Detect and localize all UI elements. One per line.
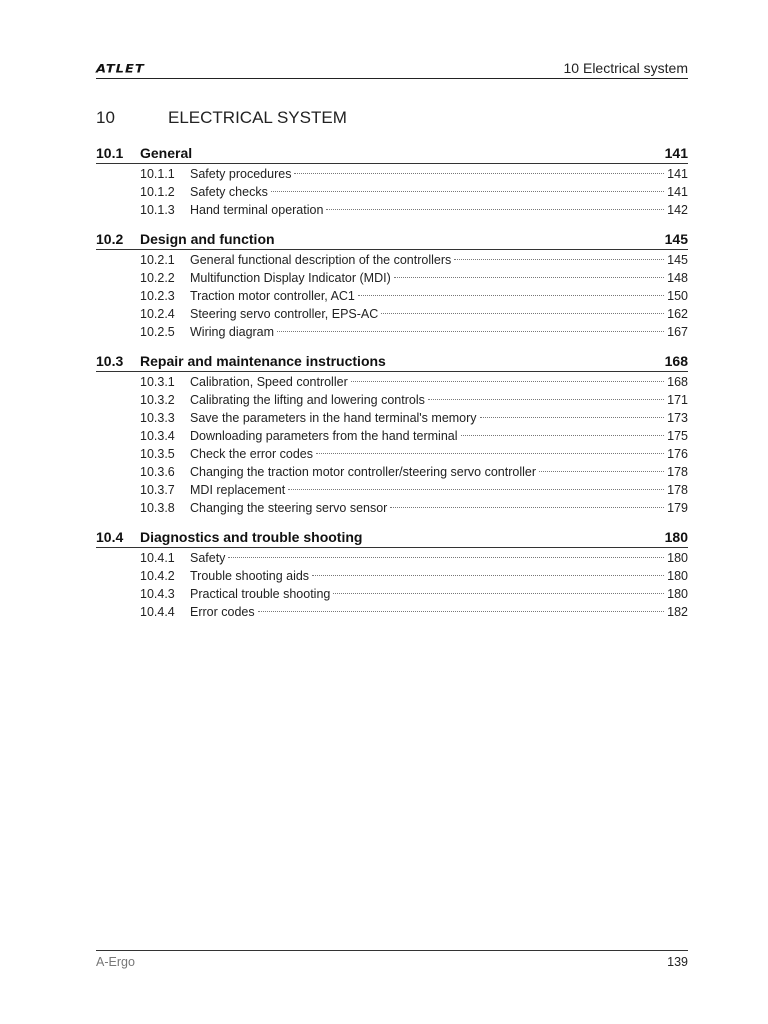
toc-entry[interactable] — [96, 427, 688, 445]
entry-number: 10.4.4 — [140, 605, 175, 619]
toc-entry[interactable] — [96, 305, 688, 323]
entry-number: 10.4.3 — [140, 587, 175, 601]
toc-section — [96, 352, 688, 517]
dot-leader — [258, 611, 665, 612]
entry-page: 145 — [667, 253, 688, 267]
section-number: 10.1 — [96, 145, 124, 161]
entry-page: 162 — [667, 307, 688, 321]
entry-number: 10.2.5 — [140, 325, 175, 339]
toc-entry[interactable] — [96, 567, 688, 585]
toc-entry[interactable] — [96, 603, 688, 621]
entry-page: 180 — [667, 587, 688, 601]
section-page: 180 — [664, 529, 688, 545]
running-title: 10 Electrical system — [563, 60, 688, 76]
entry-number: 10.4.1 — [140, 551, 175, 565]
dot-leader — [316, 453, 664, 454]
toc-entry[interactable] — [96, 201, 688, 219]
page-footer — [96, 950, 688, 971]
section-page: 168 — [664, 353, 688, 369]
section-number: 10.2 — [96, 231, 124, 247]
entry-number: 10.2.1 — [140, 253, 175, 267]
toc-section — [96, 528, 688, 621]
chapter-number: 10 — [96, 108, 115, 127]
entry-page: 178 — [667, 465, 688, 479]
toc-entry[interactable] — [96, 391, 688, 409]
entry-page: 180 — [667, 569, 688, 583]
entry-title: Wiring diagram — [190, 325, 275, 339]
entry-page: 150 — [667, 289, 688, 303]
entry-number: 10.4.2 — [140, 569, 175, 583]
section-title: General — [140, 145, 193, 161]
chapter-title: ELECTRICAL SYSTEM — [168, 108, 347, 127]
dot-leader — [381, 313, 664, 314]
toc-entry[interactable] — [96, 499, 688, 517]
entry-number: 10.3.1 — [140, 375, 175, 389]
section-title: Repair and maintenance instructions — [140, 353, 386, 369]
entry-title: Downloading parameters from the hand terminal — [190, 429, 458, 443]
entry-number: 10.3.2 — [140, 393, 175, 407]
atlet-logo: ATLET — [96, 63, 145, 76]
dot-leader — [454, 259, 664, 260]
entry-title: MDI replacement — [190, 483, 286, 497]
table-of-contents — [96, 144, 688, 632]
toc-section — [96, 230, 688, 341]
toc-section-heading[interactable] — [96, 230, 688, 250]
entry-number: 10.3.6 — [140, 465, 175, 479]
toc-entry[interactable] — [96, 165, 688, 183]
toc-entry[interactable] — [96, 463, 688, 481]
entry-page: 176 — [667, 447, 688, 461]
dot-leader — [288, 489, 664, 490]
entry-number: 10.1.1 — [140, 167, 175, 181]
section-page: 145 — [664, 231, 688, 247]
toc-entry[interactable] — [96, 269, 688, 287]
footer-product-name: A-Ergo — [96, 955, 135, 969]
entry-title: Steering servo controller, EPS-AC — [190, 307, 379, 321]
entry-page: 141 — [667, 167, 688, 181]
entry-number: 10.2.2 — [140, 271, 175, 285]
dot-leader — [326, 209, 664, 210]
dot-leader — [358, 295, 664, 296]
section-title: Diagnostics and trouble shooting — [140, 529, 363, 545]
entry-page: 178 — [667, 483, 688, 497]
page-header — [96, 58, 688, 79]
entry-page: 182 — [667, 605, 688, 619]
dot-leader — [428, 399, 664, 400]
entry-page: 148 — [667, 271, 688, 285]
toc-section — [96, 144, 688, 219]
dot-leader — [333, 593, 664, 594]
dot-leader — [390, 507, 664, 508]
dot-leader — [539, 471, 664, 472]
dot-leader — [312, 575, 664, 576]
entry-title: Changing the traction motor controller/steering servo controller — [190, 465, 537, 479]
section-number: 10.3 — [96, 353, 124, 369]
entry-title: Trouble shooting aids — [190, 569, 310, 583]
dot-leader — [271, 191, 664, 192]
entry-title: Practical trouble shooting — [190, 587, 331, 601]
toc-entry[interactable] — [96, 445, 688, 463]
entry-page: 141 — [667, 185, 688, 199]
dot-leader — [394, 277, 664, 278]
entry-title: Safety — [190, 551, 226, 565]
toc-section-heading[interactable] — [96, 528, 688, 548]
section-title: Design and function — [140, 231, 275, 247]
entry-title: Multifunction Display Indicator (MDI) — [190, 271, 391, 285]
chapter-heading — [96, 108, 347, 128]
footer-page-number: 139 — [667, 955, 688, 969]
entry-title: Changing the steering servo sensor — [190, 501, 388, 515]
toc-entry[interactable] — [96, 549, 688, 567]
entry-title: Calibrating the lifting and lowering controls — [190, 393, 425, 407]
toc-entry[interactable] — [96, 373, 688, 391]
entry-title: Safety procedures — [190, 167, 292, 181]
toc-entry[interactable] — [96, 585, 688, 603]
entry-page: 180 — [667, 551, 688, 565]
entry-number: 10.3.5 — [140, 447, 175, 461]
entry-title: Calibration, Speed controller — [190, 375, 348, 389]
toc-entry[interactable] — [96, 481, 688, 499]
entry-number: 10.3.4 — [140, 429, 175, 443]
entry-page: 167 — [667, 325, 688, 339]
entry-number: 10.3.3 — [140, 411, 175, 425]
entry-page: 173 — [667, 411, 688, 425]
dot-leader — [480, 417, 665, 418]
entry-number: 10.1.3 — [140, 203, 175, 217]
entry-number: 10.3.7 — [140, 483, 175, 497]
entry-title: Save the parameters in the hand terminal's memory — [190, 411, 477, 425]
dot-leader — [277, 331, 664, 332]
entry-title: Check the error codes — [190, 447, 313, 461]
dot-leader — [351, 381, 664, 382]
entry-page: 142 — [667, 203, 688, 217]
dot-leader — [461, 435, 665, 436]
toc-entry[interactable] — [96, 183, 688, 201]
section-number: 10.4 — [96, 529, 124, 545]
section-page: 141 — [664, 145, 688, 161]
toc-section-heading[interactable] — [96, 352, 688, 372]
toc-section-heading[interactable] — [96, 144, 688, 164]
entry-number: 10.3.8 — [140, 501, 175, 515]
entry-page: 175 — [667, 429, 688, 443]
entry-number: 10.1.2 — [140, 185, 175, 199]
entry-page: 179 — [667, 501, 688, 515]
toc-entry[interactable] — [96, 323, 688, 341]
entry-page: 168 — [667, 375, 688, 389]
dot-leader — [294, 173, 664, 174]
entry-title: Hand terminal operation — [190, 203, 324, 217]
entry-page: 171 — [667, 393, 688, 407]
toc-entry[interactable] — [96, 409, 688, 427]
toc-entry[interactable] — [96, 251, 688, 269]
toc-entry[interactable] — [96, 287, 688, 305]
entry-title: General functional description of the controllers — [190, 253, 452, 267]
entry-title: Error codes — [190, 605, 255, 619]
dot-leader — [228, 557, 664, 558]
entry-title: Safety checks — [190, 185, 268, 199]
entry-number: 10.2.3 — [140, 289, 175, 303]
entry-number: 10.2.4 — [140, 307, 175, 321]
entry-title: Traction motor controller, AC1 — [190, 289, 355, 303]
